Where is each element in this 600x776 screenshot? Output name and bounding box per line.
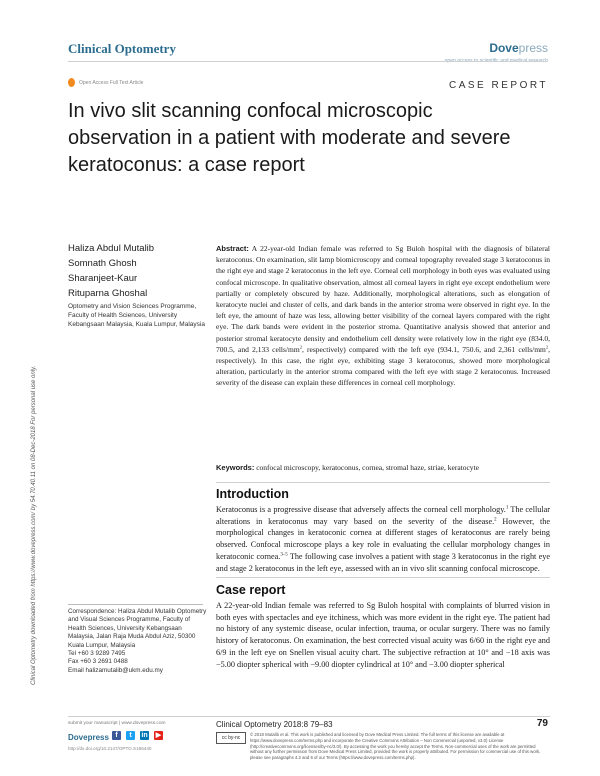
linkedin-icon[interactable]: in [141,732,148,739]
abstract-text: A 22-year-old Indian female was referred to Sg Buloh hospital with the diagnosis of bilateral keratoconus. On examination, slit lamp biomicroscopy and corneal topography revealed stage 3 keratoconus in the right eye and stage 2 keratoconus in the left eye. Corneal cell morphology in both eyes was evaluated using confocal microscope. In qualitative observation, almost all corneal layers in right eye except endothelium were partially or completely obscured by haze. Additionally, morphological alterations, such as elongation of keratocyte nuclei and cluster of cells, and dark bands in the anterior stroma were observed in right eye. In the left eye, the amount of haze was less, allowing better visibility of the corneal layers compared with the right eye. The dark bands were evident in the posterior stroma. Quantitative analysis showed that anterior and posterior stromal keratocyte density and endothelium cell density were relatively low in the right eye (834.0, 700.5, and 2,133 cells/mm [216,244,550,354]
author: Haliza Abdul Mutalib [68,243,155,254]
affiliation: Optometry and Vision Sciences Programme, Faculty of Health Sciences, University Kebangsaan Malaysia, Kuala Lumpur, Malaysia [68,303,205,328]
youtube-icon[interactable]: ▶ [155,732,162,739]
article-type: CASE REPORT [449,80,548,91]
case-report-body: A 22-year-old Indian female was referred to Sg Buloh hospital with complaints of blurred vision in both eyes with spectacles and eye itchiness, which was more evident in the right eye. The patient had no history of any systemic disease, ocular infection, trauma, or ocular surgery. There was no family history of keratoconus. On examination, the best corrected visual acuity was 6/60 in the right eye and 6/9 in the left eye on Snellen visual acuity chart. The subjective refraction at 10° and −18 axis was −5.00 diopter spherical with −9.00 diopter cylindrical at 10° and −3.00 diopter spherical [216,601,550,669]
superscript: 2 [299,344,302,350]
social-links [112,731,163,740]
footer-divider [68,716,550,717]
publisher-rest: press [518,41,548,55]
abstract-text: , respectively). In this case, the right eye, exhibiting stage 3 keratoconus, showed more morphological alteration, particularly in the anterior stroma compared with the left eye with stage 2 keratoconus. Increased severity of the disease can explain these differences in corneal cell morphology. [216,344,550,388]
doi-link[interactable]: http://dx.doi.org/10.2147/OPTO.S186440 [68,746,152,751]
cc-license-icon[interactable]: cc by-nc [216,732,246,744]
open-access-icon [68,78,75,87]
facebook-icon[interactable]: f [112,731,121,740]
superscript: 2 [545,344,549,350]
author-list [68,241,154,301]
abstract-text: , respectively) compared with the left eye (934.1, 750.6, and 2,361 cells/mm [301,344,546,354]
license-text: © 2018 Mutalib et al. This work is published and licensed by Dove Medical Press Limited. The full terms of this license are available at https://www.dovepress.com/terms.php and incorporate the Creative Commons Attribution – Non Commercial (unported, v3.0) License (http://creativecommons.org/licenses/by-nc/3.0/). By accessing the work you hereby accept the Terms. Non-commercial uses of the work are permitted without any further permission from Dove Medical Press Limited, provided the work is properly attributed. For permission for commercial use of this work, please see paragraphs 4.2 and 5 of our Terms (https://www.dovepress.com/terms.php). [250,732,541,761]
keywords-text: confocal microscopy, keratoconus, cornea, stromal haze, striae, keratocyte [254,463,479,472]
keywords-label: Keywords: [216,463,255,472]
open-access-label [68,78,143,87]
correspondence-fax: Fax +60 3 2691 0488 [68,658,128,666]
correspondence-divider [68,604,203,605]
page-number: 79 [536,718,548,729]
introduction-heading: Introduction [216,487,289,501]
download-note: Clinical Optometry downloaded from https://www.dovepress.com/ by 54.70.40.11 on 08-Dec-2018 For personal use only. [31,365,37,685]
journal-name: Clinical Optometry [68,41,176,56]
case-report-heading: Case report [216,583,286,597]
citation: Clinical Optometry 2018:8 79–83 [216,720,333,729]
correspondence [68,608,208,675]
section-divider [216,482,550,483]
submit-link[interactable]: submit your manuscript | www.dovepress.com [68,721,166,726]
keywords [216,462,550,473]
twitter-icon[interactable]: t [126,731,135,740]
footer-dove-logo[interactable]: Dovepress [68,733,109,742]
publisher-bold: Dove [489,41,519,55]
citation-ref[interactable]: 3–5 [280,552,288,558]
body-text: The cellular alterations in keratoconus may vary based on the severity of the disease. [216,505,550,526]
introduction-body [216,504,550,574]
abstract-label: Abstract: [216,244,249,253]
article-title: In vivo slit scanning confocal microscopic observation in a patient with moderate and severe keratoconus: a case report [68,100,511,176]
license-block [216,732,550,761]
open-access-text: Open Access Full Text Article [79,79,144,86]
section-divider [216,577,550,578]
citation-ref[interactable]: 2 [494,516,497,522]
body-text: Keratoconus is a progressive disease that adversely affects the corneal cell morphology. [216,505,506,514]
author: Somnath Ghosh [68,258,137,269]
correspondence-tel: Tel +60 3 9289 7495 [68,650,126,658]
publisher-logo[interactable] [489,41,548,55]
citation-ref[interactable]: 1 [505,505,509,511]
download-sidebar [30,165,50,685]
body-text: However, the morphological changes in keratoconic cornea at different stages of keratoconus are rarely being observed. Confocal microscope plays a key role in evaluating the cellular morphology changes in keratoconic cornea. [216,516,550,561]
body-text: The following case involves a patient with stage 3 keratoconus in the right eye and stage 2 keratoconus in the left eye, assessed with an in vivo slit scanning confocal microscope. [216,551,550,573]
correspondence-address: Correspondence: Haliza Abdul Mutalib Optometry and Visual Sciences Programme, Faculty of Health Sciences, University Kebangsaan Malaysia, Jalan Raja Muda Abdul Aziz, 50300 Kuala Lumpur, Malaysia [68,608,207,649]
header-divider [68,61,548,62]
abstract [216,243,550,389]
author: Sharanjeet-Kaur [68,273,138,284]
author: Rituparna Ghoshal [68,288,148,299]
correspondence-email[interactable]: Email halizamutalib@ukm.edu.my [68,666,163,674]
